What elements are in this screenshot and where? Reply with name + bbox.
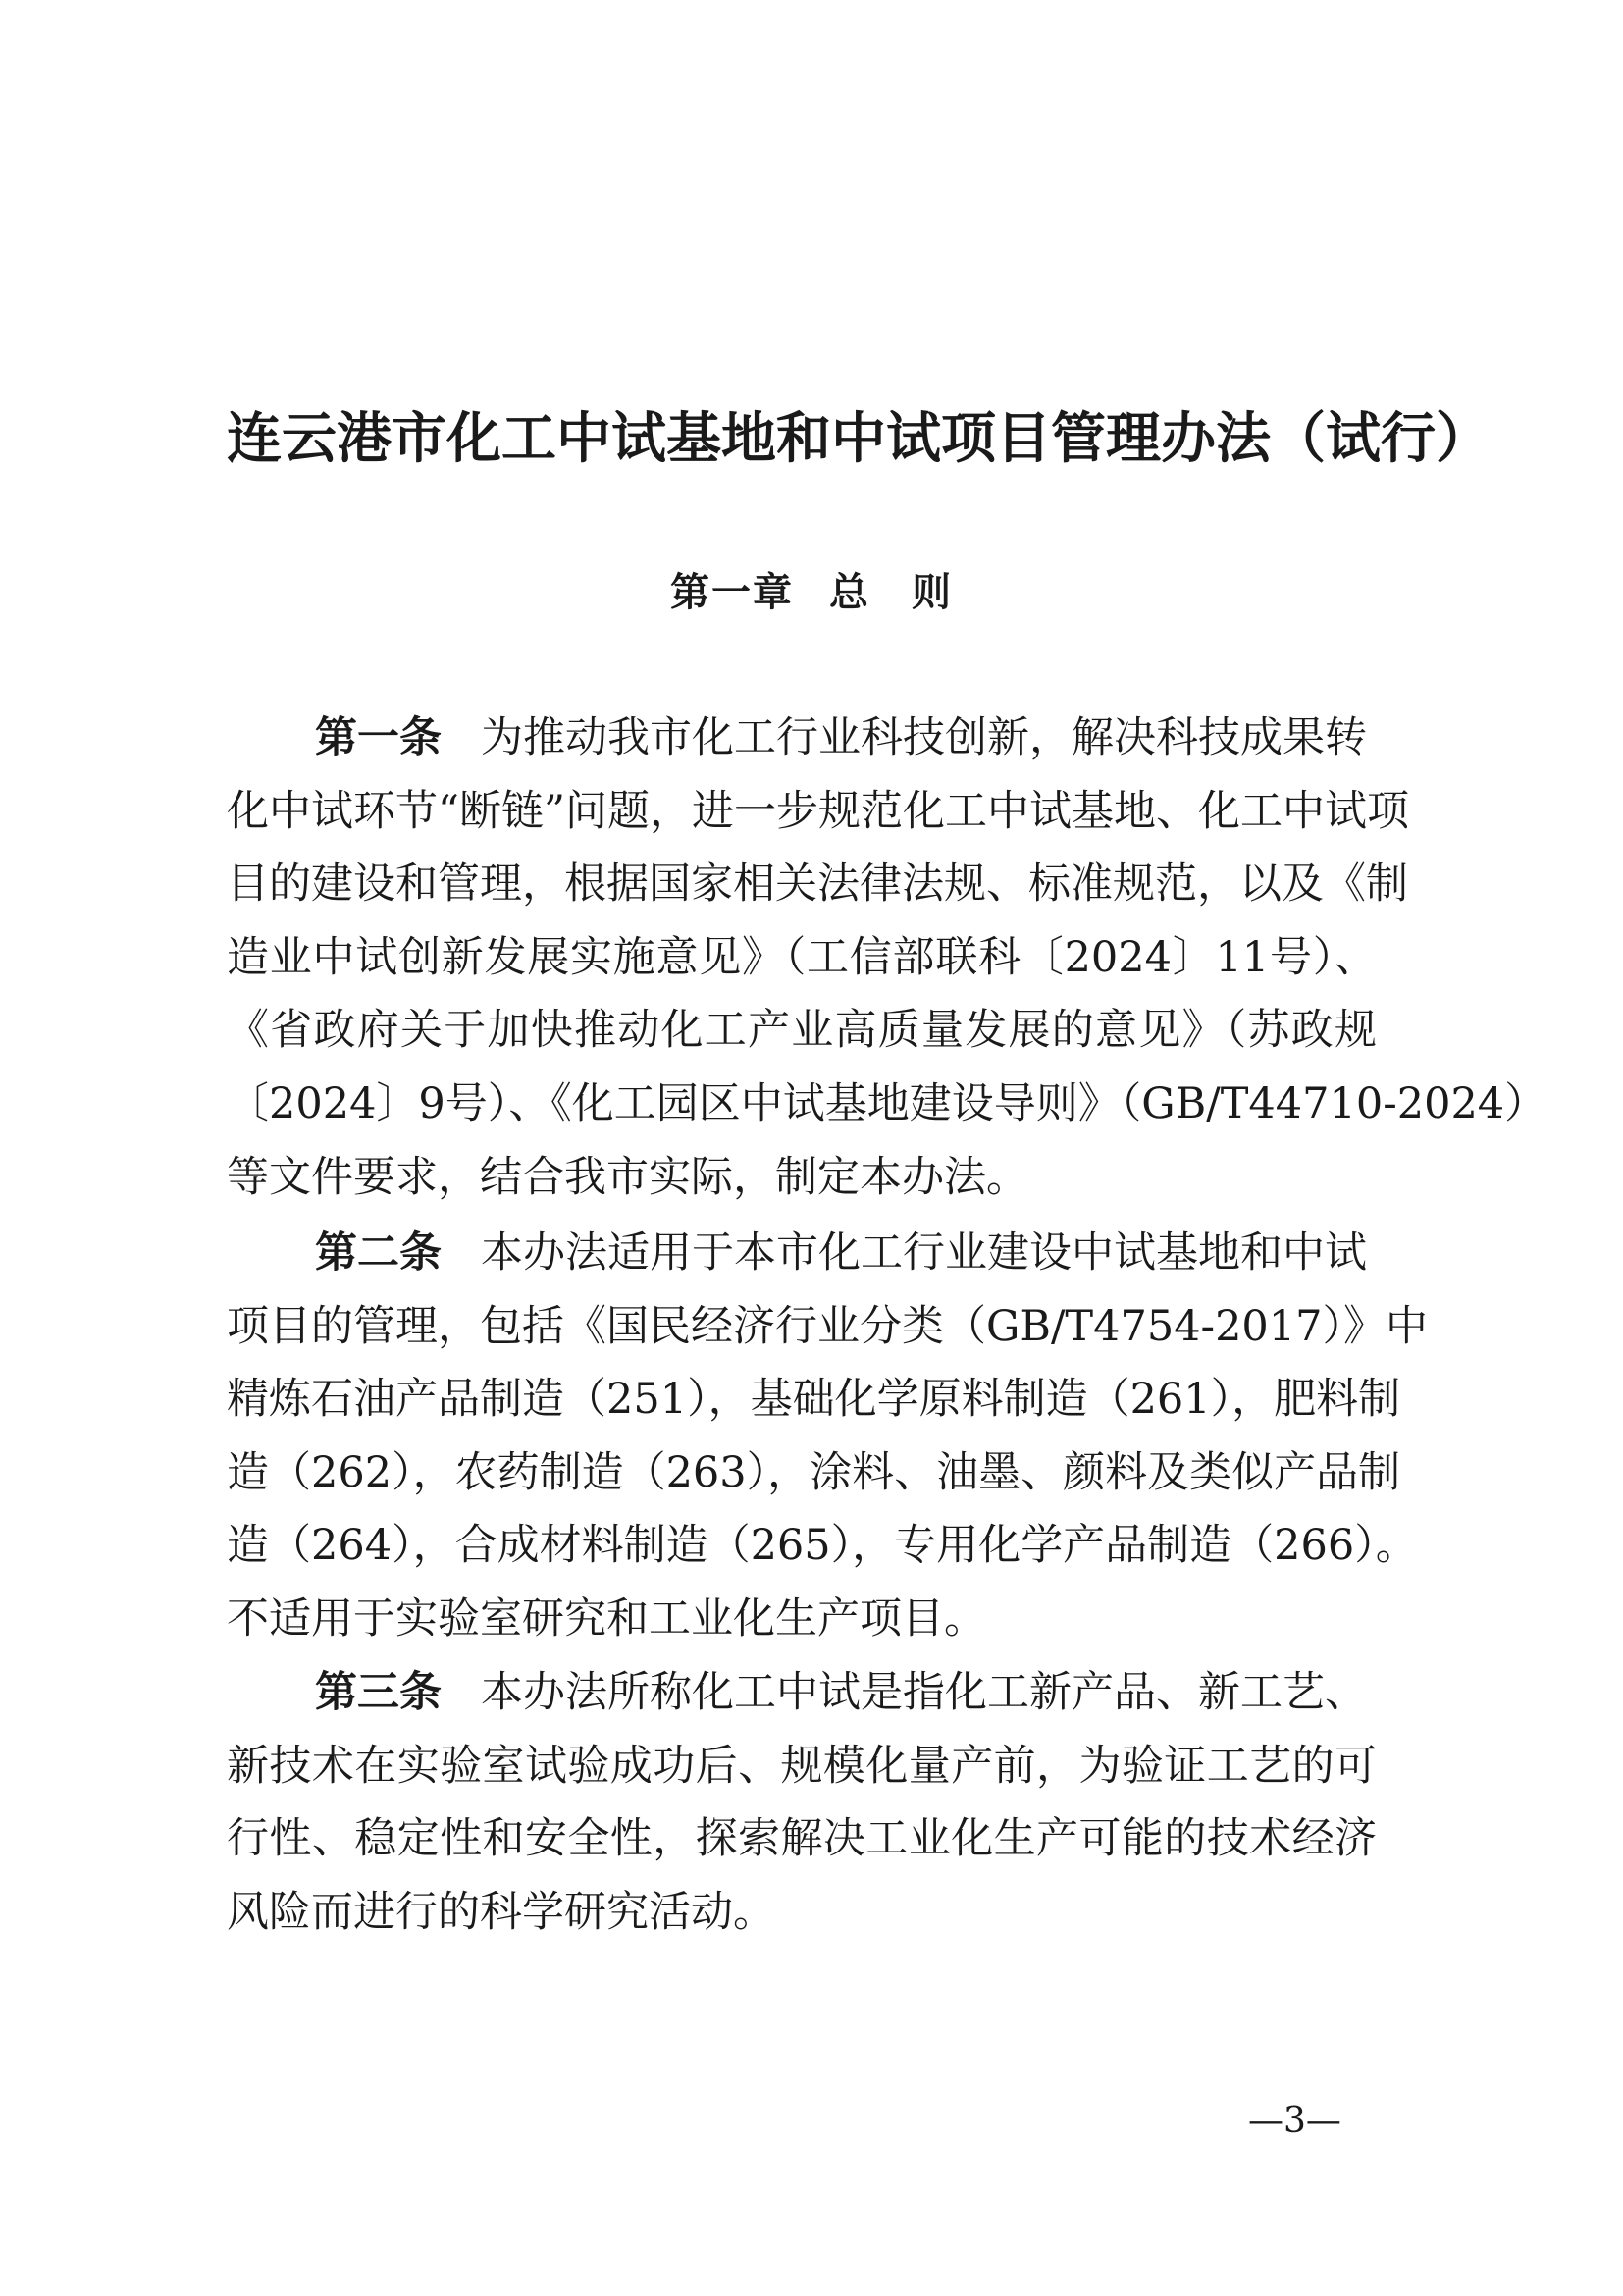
- line-text: 目的建设和管理，根据国家相关法律法规、标准规范，以及《制: [227, 860, 1408, 910]
- line-text: 〔2024〕9号）、《化工园区中试基地建设导则》（GB/T44710-2024）: [227, 1079, 1547, 1128]
- chapter-heading: [0, 569, 1623, 616]
- line-text: 化中试环节“断链”问题，进一步规范化工中试基地、化工中试项: [227, 786, 1409, 836]
- line-text: 行性、稳定性和安全性，探索解决工业化生产可能的技术经济: [227, 1814, 1377, 1864]
- paragraph-line: [227, 1665, 1377, 1720]
- line-text: 造（264），合成材料制造（265），专用化学产品制造（266）。: [227, 1521, 1418, 1571]
- paragraph-line: [227, 1739, 1377, 1794]
- line-text: 《省政府关于加快推动化工产业高质量发展的意见》（苏政规: [227, 1006, 1377, 1056]
- paragraph-line: [227, 857, 1408, 912]
- paragraph-line: [227, 1150, 1377, 1205]
- paragraph-line: [227, 1299, 1429, 1354]
- line-text: 新技术在实验室试验成功后、规模化量产前，为验证工艺的可: [227, 1741, 1377, 1791]
- page-number: —3—: [1248, 2101, 1341, 2141]
- paragraph-line: [227, 930, 1377, 985]
- paragraph-line: [227, 710, 1377, 765]
- line-text: 项目的管理，包括《国民经济行业分类（GB/T4754-2017）》中: [227, 1301, 1429, 1351]
- paragraph-line: [227, 1003, 1377, 1058]
- paragraph-line: [227, 1226, 1377, 1280]
- line-text: 风险而进行的科学研究活动。: [227, 1887, 775, 1937]
- line-text: 不适用于实验室研究和工业化生产项目。: [227, 1594, 986, 1644]
- paragraph-line: [227, 1885, 1377, 1940]
- line-text: 造（262），农药制造（263），涂料、油墨、颜料及类似产品制: [227, 1447, 1401, 1497]
- paragraph-line: [227, 1445, 1401, 1500]
- line-text: 本办法适用于本市化工行业建设中试基地和中试: [481, 1228, 1367, 1278]
- paragraph-line: [227, 1811, 1377, 1866]
- paragraph-line: [227, 1518, 1418, 1573]
- paragraph-line: [227, 1076, 1547, 1131]
- article-label: 第一条: [315, 713, 442, 762]
- paragraph-line: [227, 784, 1409, 839]
- article-label: 第三条: [315, 1668, 442, 1717]
- line-text: 精炼石油产品制造（251），基础化学原料制造（261），肥料制: [227, 1375, 1401, 1425]
- line-text: 等文件要求，结合我市实际，制定本办法。: [227, 1152, 1028, 1202]
- article-label: 第二条: [315, 1228, 442, 1278]
- chapter-name: 总 则: [829, 569, 953, 615]
- paragraph-line: [227, 1592, 1377, 1646]
- paragraph-line: [227, 1372, 1401, 1427]
- line-text: 本办法所称化工中试是指化工新产品、新工艺、: [481, 1668, 1367, 1717]
- line-text: 造业中试创新发展实施意见》（工信部联科〔2024〕11号）、: [227, 932, 1377, 982]
- line-text: 为推动我市化工行业科技创新，解决科技成果转: [481, 713, 1367, 762]
- chapter-number: 第一章: [670, 569, 794, 615]
- document-title: 连云港市化工中试基地和中试项目管理办法（试行）: [227, 406, 1491, 471]
